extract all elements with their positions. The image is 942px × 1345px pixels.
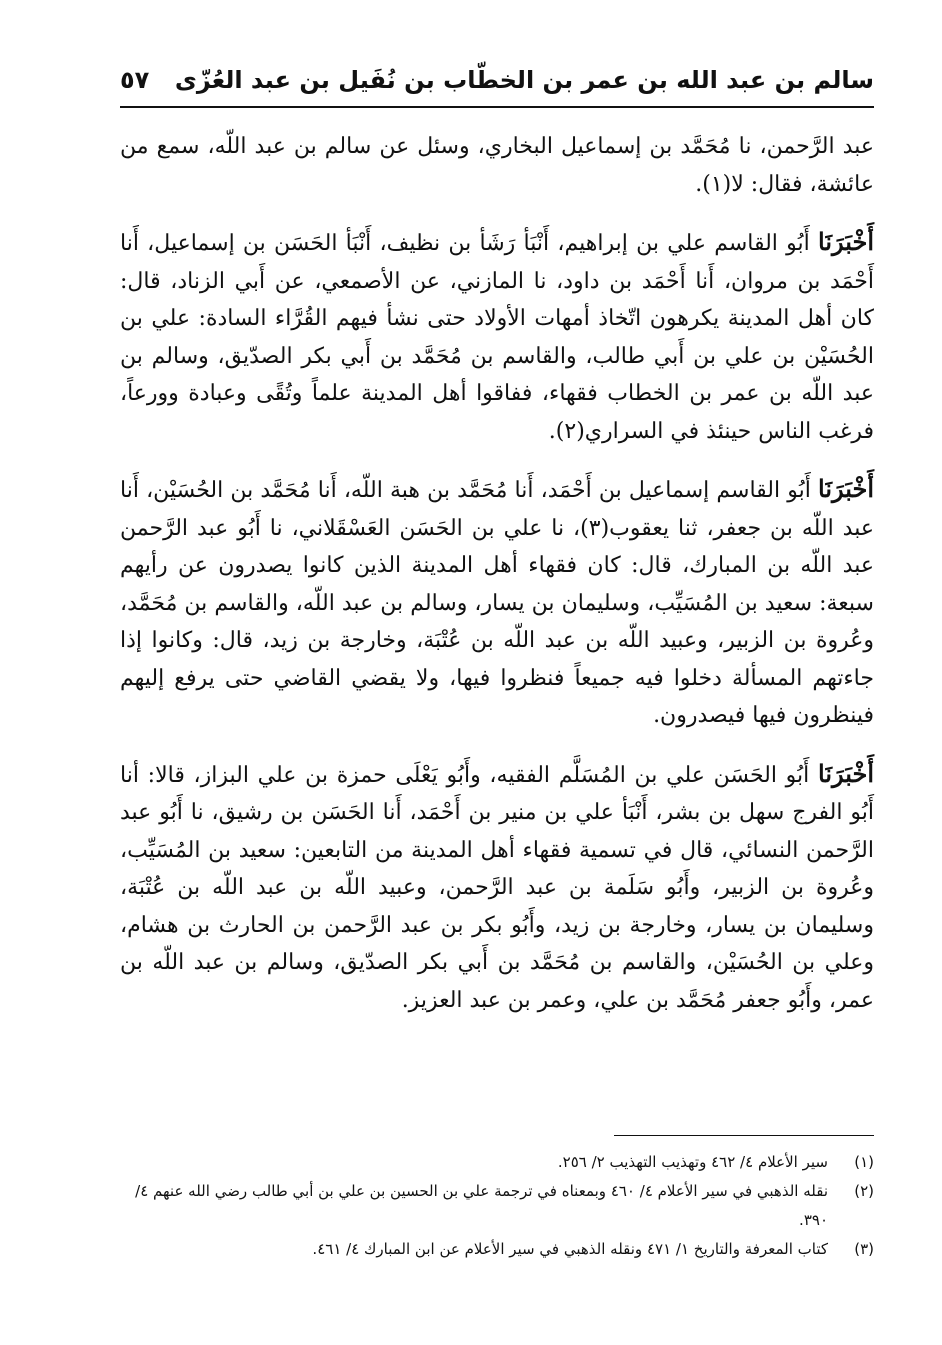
paragraph-lead-word: أَخْبَرَنَا xyxy=(818,227,874,256)
footnote-text: سير الأعلام ٤/ ٤٦٢ وتهذيب التهذيب ٢/ ٢٥٦. xyxy=(557,1153,828,1171)
paragraph-text: أَبُو القاسم إسماعيل بن أَحْمَد، أَنا مُحَمَّد بن هبة اللّه، أَنا مُحَمَّد بن الحُسَيْن، أَنا عبد اللّه بن جعفر، ثنا يعقوب(٣)، نا علي بن الحَسَن العَسْقَلاني، نا أَبُو عبد الرَّحمن عبد اللّه بن المبارك، قال: كان فقهاء أهل المدينة الذين كانوا يصدرون عن رأيهم سبعة: سعيد بن المُسَيِّب، وسليمان بن يسار، وسالم بن عبد اللّه، والقاسم بن مُحَمَّد، وعُروة بن الزبير، وعبيد اللّه بن عبد اللّه بن عُتْبَة، وخارجة بن زيد، قال: وكانوا إذا جاءتهم المسألة دخلوا فيه جميعاً فنظروا فيها، ولا يقضي القاضي حتى يرفع إليهم فينظرون فيها فيصدرون. xyxy=(120,478,874,728)
page-number: ٥٧ xyxy=(120,66,150,94)
footnote-number: (١) xyxy=(854,1153,874,1171)
footnote xyxy=(120,1177,874,1235)
footnote xyxy=(120,1148,874,1177)
paragraph xyxy=(120,223,874,450)
paragraph xyxy=(120,470,874,735)
paragraph xyxy=(120,755,874,1020)
footnote-number: (٣) xyxy=(854,1240,874,1258)
paragraph-text: أَبُو القاسم علي بن إبراهيم، أَنْبَأ رَشَأ بن نظيف، أَنْبَأ الحَسَن بن إسماعيل، أَنا أَحْمَد بن مروان، أَنا أَحْمَد بن داود، نا المازني، عن الأصمعي، عن أَبي الزناد، قال: كان أهل المدينة يكرهون اتّخاذ أمهات الأولاد حتى نشأ فيهم القُرَّاء السادة: علي بن الحُسَيْن بن علي بن أَبي طالب، والقاسم بن مُحَمَّد بن أَبي بكر الصدّيق، وسالم بن عبد اللّه بن عمر بن الخطاب فقهاء، ففاقوا أهل المدينة علماً وتُقًى وعبادة وورعاً، فرغب الناس حينئذ في السراري(٢). xyxy=(120,231,874,444)
paragraph-text: أَبُو الحَسَن علي بن المُسَلَّم الفقيه، وأَبُو يَعْلَى حمزة بن علي البزاز، قالا: أنا أَبُو الفرج سهل بن بشر، أَنْبَأ علي بن منير بن أَحْمَد، أَنا الحَسَن بن رشيق، نا أَبُو عبد الرَّحمن النسائي، قال في تسمية فقهاء أهل المدينة من التابعين: سعيد بن المُسَيِّب، وعُروة بن الزبير، وأَبُو سَلَمة بن عبد الرَّحمن، وعبيد اللّه بن عبد اللّه بن عُتْبَة، وسليمان بن يسار، وخارجة بن زيد، وأَبُو بكر بن عبد الرَّحمن بن الحارث بن هشام، وعلي بن الحُسَيْن، والقاسم بن مُحَمَّد بن أَبي بكر الصدّيق، وسالم بن عبد اللّه بن عمر، وأَبُو جعفر مُحَمَّد بن علي، وعمر بن عبد العزيز. xyxy=(120,762,874,1013)
footnote-text: نقله الذهبي في سير الأعلام ٤/ ٤٦٠ وبمعناه في ترجمة علي بن الحسين بن علي بن أبي طالب رضي الله عنهم ٤/ ٣٩٠. xyxy=(135,1182,828,1229)
page-header xyxy=(120,56,874,108)
footnote-separator xyxy=(614,1135,874,1136)
footnote-number: (٢) xyxy=(854,1182,874,1200)
footnote-text: كتاب المعرفة والتاريخ ١/ ٤٧١ ونقله الذهبي في سير الأعلام عن ابن المبارك ٤/ ٤٦١. xyxy=(312,1240,828,1258)
main-text xyxy=(120,128,874,1039)
paragraph-text: عبد الرَّحمن، نا مُحَمَّد بن إسماعيل البخاري، وسئل عن سالم بن عبد اللّه، سمع من عائشة، فقال: لا(١). xyxy=(120,134,874,197)
paragraph xyxy=(120,128,874,203)
footnote xyxy=(120,1235,874,1264)
paragraph-lead-word: أَخْبَرَنَا xyxy=(818,474,875,503)
paragraph-lead-word: أَخْبَرَنَا xyxy=(818,758,874,788)
footnotes xyxy=(120,1148,874,1264)
running-title: سالم بن عبد الله بن عمر بن الخطّاب بن نُفَيل بن عبد العُزّى xyxy=(174,66,874,94)
